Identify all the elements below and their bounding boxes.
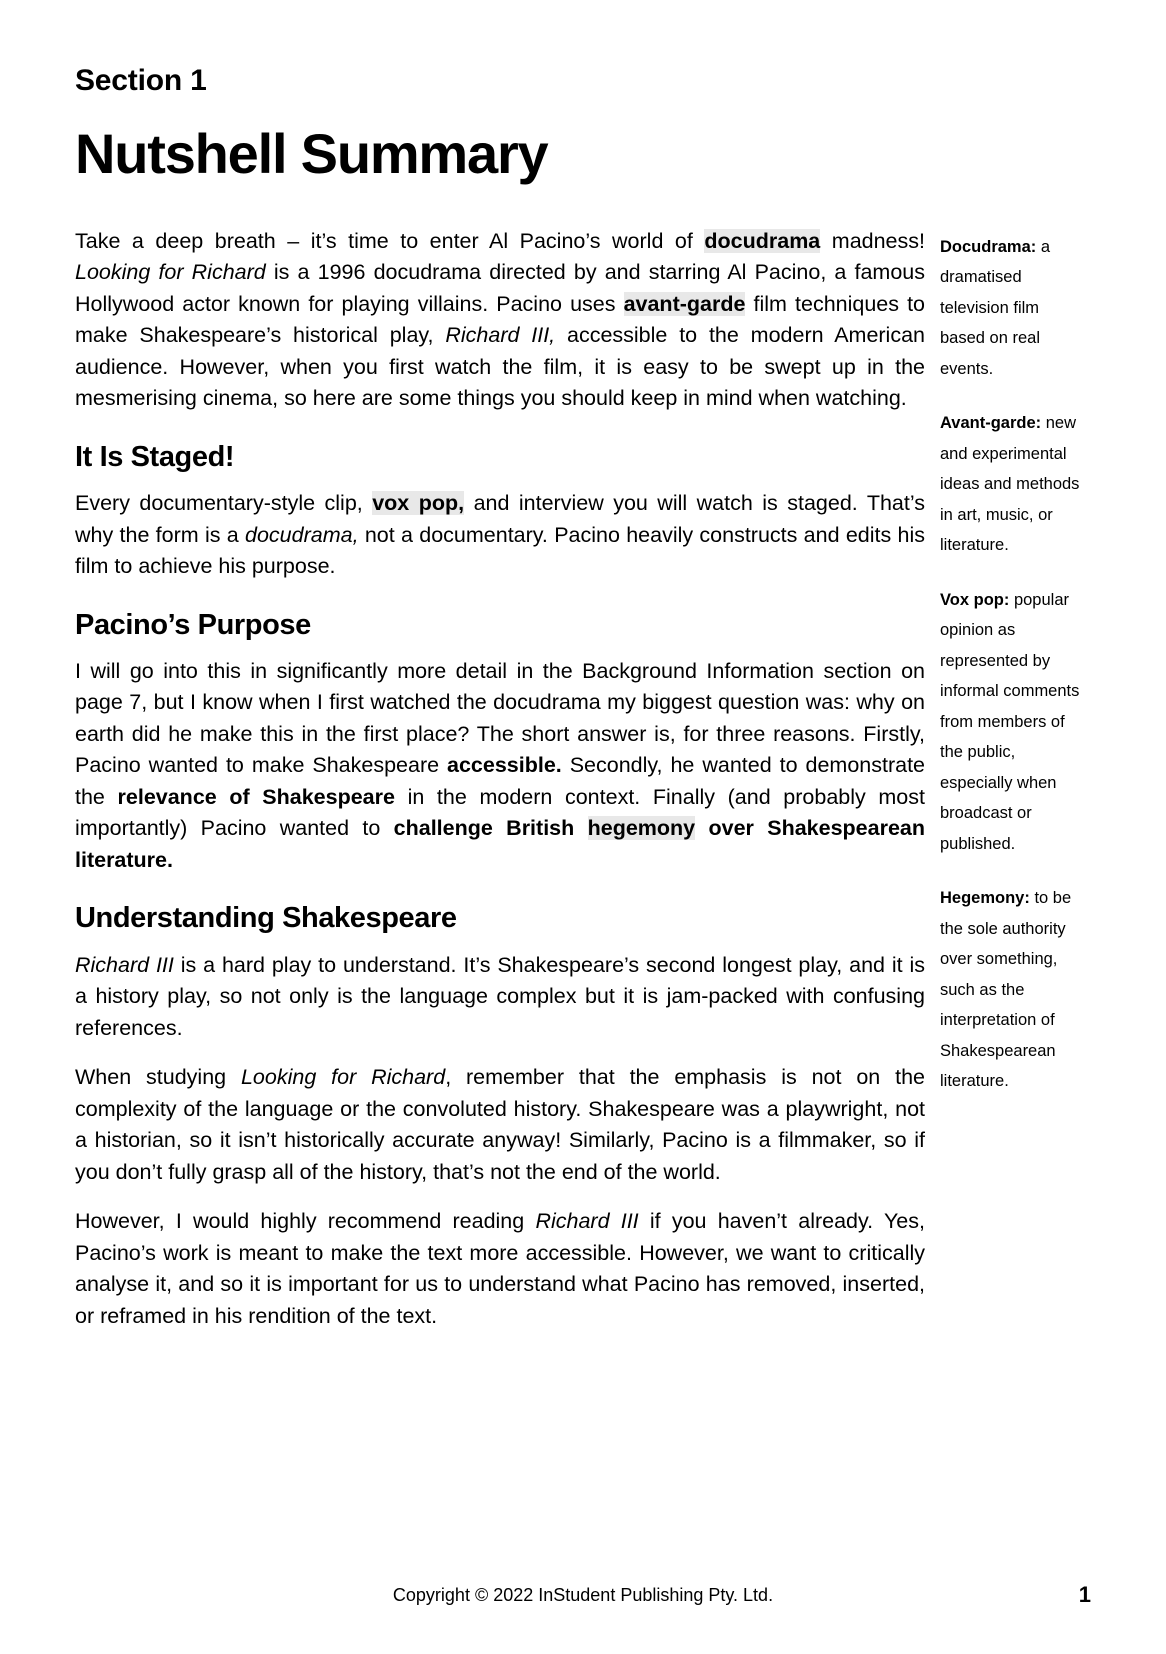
highlight-docudrama: docudrama (704, 228, 821, 253)
understanding-text-2b: , remember that the emphasis is not on the complexity of the language or the convoluted history. Shakespeare was a playwright, not a historian, so it isn’t historically accurate anyway! Similarly, Pacino is a filmmaker, so if you don’t fully grasp all of the history, that’s not the end of the world. (75, 1065, 925, 1184)
page-number: 1 (1078, 1582, 1091, 1607)
title-richard-iii-2: Richard III (75, 952, 174, 977)
purpose-paragraph (75, 656, 925, 877)
glossary-entry (940, 232, 1085, 385)
title-richard-iii: Richard III, (445, 323, 556, 348)
bold-over-shakespearean-literature: over Shakespearean literature. (75, 816, 925, 872)
glossary-entry (940, 585, 1085, 860)
emphasis-docudrama: docudrama, (245, 522, 359, 547)
heading-understanding-shakespeare: Understanding Shakespeare (75, 902, 457, 935)
purpose-text-c: in the modern context. Finally (and probably most importantly) Pacino wanted to (75, 784, 925, 841)
understanding-text-1: is a hard play to understand. It’s Shakespeare’s second longest play, and it is a history play, so not only is the language complex but it is jam-packed with confusing references. (75, 952, 925, 1040)
glossary-definition: new and experimental ideas and methods in art, music, or literature. (940, 414, 1080, 555)
intro-paragraph (75, 226, 925, 415)
understanding-paragraph-1 (75, 950, 925, 1045)
glossary-entry (940, 883, 1085, 1097)
heading-it-is-staged: It Is Staged! (75, 440, 235, 473)
main-column (75, 226, 925, 1333)
understanding-text-2a: When studying (75, 1065, 241, 1090)
bold-relevance-of-shakespeare: relevance of Shakespeare (117, 784, 395, 809)
title-richard-iii-3: Richard III (535, 1209, 639, 1234)
page-content (75, 64, 1085, 1332)
glossary-definition: popular opinion as represented by informal comments from members of the public, especially when broadcast or published. (940, 590, 1080, 853)
purpose-text-a: I will go into this in significantly more detail in the Background Information section on page 7, but I know when I first watched the docudrama my biggest question was: why on earth did he make this in the first place? The short answer is, for three reasons. Firstly, Pacino wanted to make Shakespeare (75, 658, 925, 778)
glossary-term: Vox pop: (940, 590, 1010, 609)
bold-challenge-british: challenge British (393, 816, 588, 841)
staged-text-a: Every documentary-style clip, (75, 491, 373, 516)
understanding-text-3a: However, I would highly recommend reading (75, 1209, 536, 1234)
intro-text-e: accessible to the modern American audience. However, when you first watch the film, it is easy to be swept up in the mesmerising cinema, so here are some things you should keep in mind when watching. (75, 323, 926, 411)
intro-text-c: is a 1996 docudrama directed by and starring Al Pacino, a famous Hollywood actor known for playing villains. Pacino uses (75, 260, 926, 316)
highlight-avant-garde: avant-garde (623, 291, 746, 316)
staged-paragraph (75, 488, 925, 583)
staged-text-b: and interview you will watch is staged. That’s why the form is a (75, 491, 925, 547)
intro-text-a: Take a deep breath – it’s time to enter Al Pacino’s world of (75, 228, 705, 253)
glossary-term: Hegemony: (940, 889, 1030, 908)
copyright-notice: Copyright © 2022 InStudent Publishing Pty. Ltd. (392, 1585, 774, 1605)
intro-text-b: madness! (820, 228, 925, 253)
bold-accessible: accessible. (447, 753, 562, 778)
highlight-vox-pop: vox pop, (372, 491, 465, 516)
glossary-term: Docudrama: (940, 237, 1037, 256)
understanding-paragraph-2 (75, 1062, 925, 1188)
glossary-sidebar (940, 226, 1085, 1097)
understanding-text-3b: if you haven’t already. Yes, Pacino’s work is meant to make the text more accessible. However, we want to critically analyse it, and so it is important for us to understand what Pacino has removed, inserted, or reframed in his rendition of the text. (75, 1209, 925, 1328)
body-columns (75, 226, 1085, 1333)
glossary-entry (940, 408, 1085, 561)
intro-text-d: film techniques to make Shakespeare’s historical play, (75, 291, 926, 348)
glossary-definition: to be the sole authority over something, such as the interpretation of Shakespearean literature. (940, 889, 1072, 1091)
title-looking-for-richard-2: Looking for Richard (240, 1065, 446, 1090)
page-title: Nutshell Summary (75, 122, 548, 185)
staged-text-c: not a documentary. Pacino heavily constructs and edits his film to achieve his purpose. (75, 522, 925, 579)
understanding-paragraph-3 (75, 1206, 925, 1332)
glossary-definition: a dramatised television film based on real events. (940, 237, 1051, 378)
highlight-hegemony: hegemony (587, 816, 696, 841)
purpose-text-b: Secondly, he wanted to demonstrate the (75, 753, 925, 809)
title-looking-for-richard: Looking for Richard (75, 260, 266, 285)
heading-pacinos-purpose: Pacino’s Purpose (75, 608, 311, 641)
glossary-term: Avant-garde: (940, 414, 1042, 433)
page-footer (75, 1582, 1091, 1608)
section-label: Section 1 (75, 64, 207, 97)
